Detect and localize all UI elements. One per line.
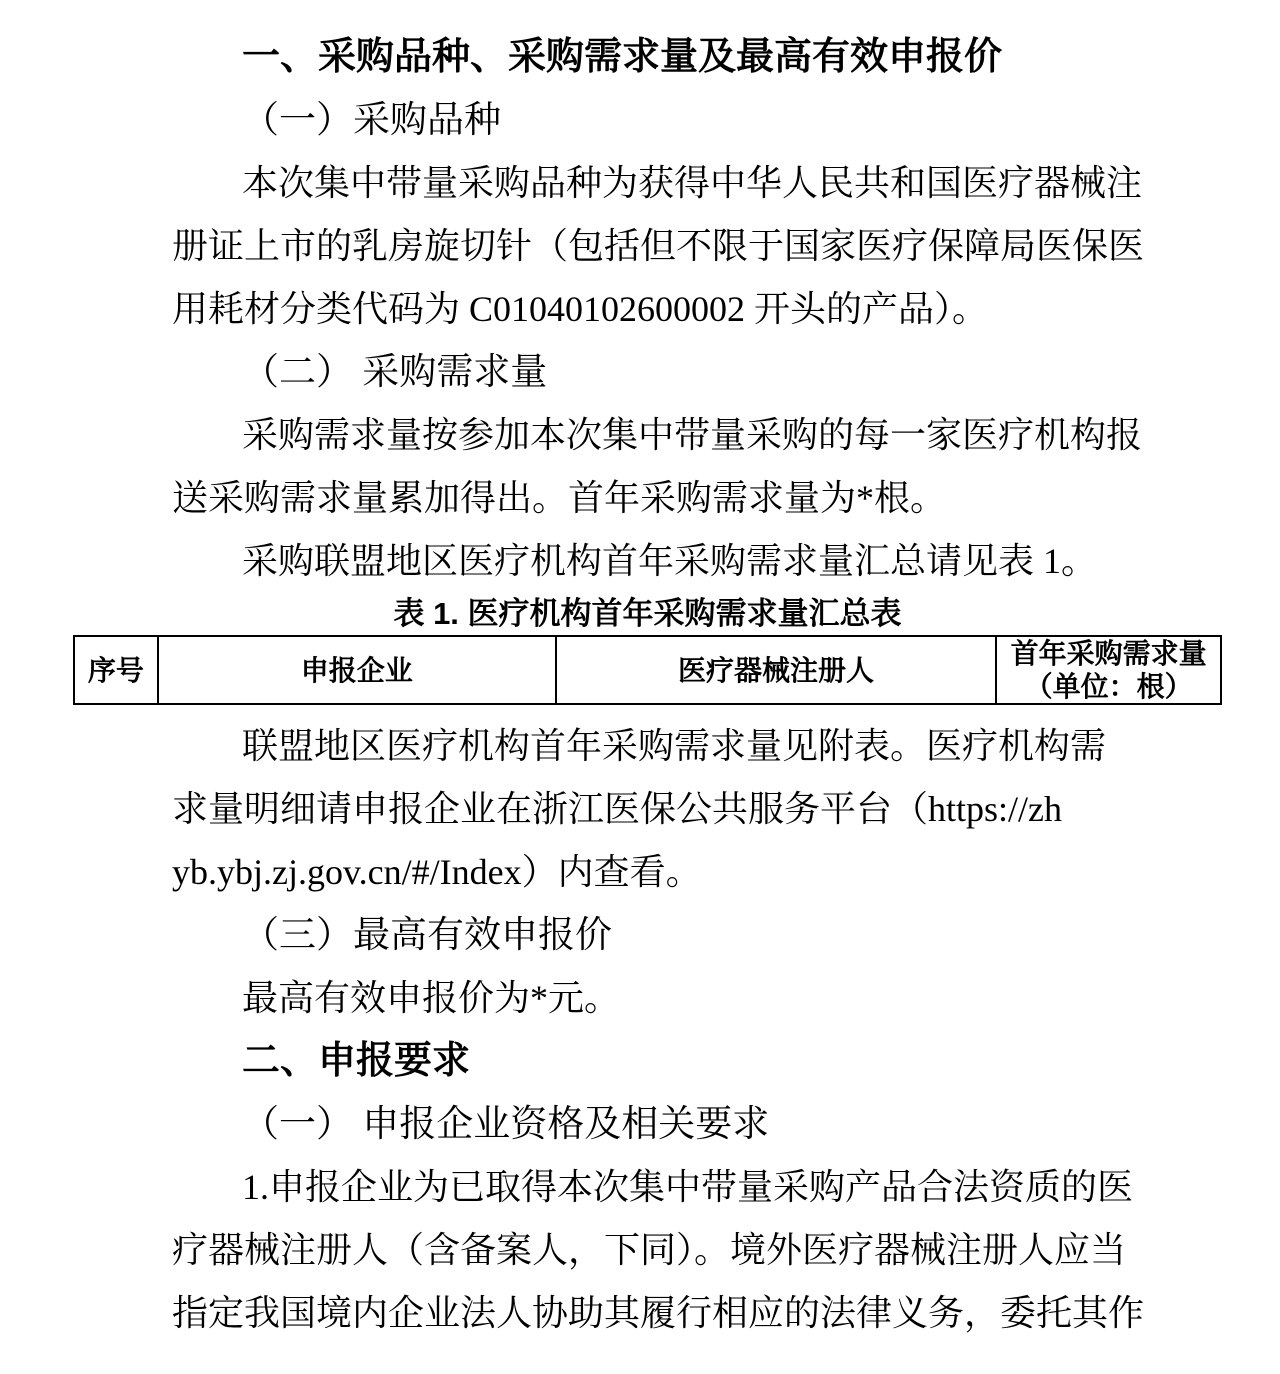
paragraph-table-reference xyxy=(0,530,1280,593)
para-line: 送采购需求量累加得出。首年采购需求量为*根。 xyxy=(172,478,947,518)
header-declaring-enterprise: 申报企业 xyxy=(158,636,556,704)
para-line: 用耗材分类代码为 C01040102600002 开头的产品）。 xyxy=(172,289,989,329)
section-1-3-heading: （三）最高有效申报价 xyxy=(242,915,612,956)
para-line: 最高有效申报价为*元。 xyxy=(242,978,621,1018)
demand-summary-table xyxy=(73,635,1222,705)
para-line: 本次集中带量采购品种为获得中华人民共和国医疗器械注 xyxy=(242,163,1143,203)
header-device-registrant: 医疗器械注册人 xyxy=(556,636,996,704)
header-first-year-demand-line1: 首年采购需求量 xyxy=(1010,638,1207,669)
paragraph-platform-lookup xyxy=(0,715,1280,904)
section-2-1-heading: （一） 申报企业资格及相关要求 xyxy=(242,1104,770,1145)
section-1-1-heading: （一）采购品种 xyxy=(242,100,501,141)
para-line: 采购需求量按参加本次集中带量采购的每一家医疗机构报 xyxy=(242,415,1143,455)
para-line: 册证上市的乳房旋切针（包括但不限于国家医疗保障局医保医 xyxy=(172,226,1145,266)
para-line: 指定我国境内企业法人协助其履行相应的法律义务，委托其作 xyxy=(172,1293,1145,1333)
section-1-2-heading: （二） 采购需求量 xyxy=(242,352,548,393)
section-1-heading: 一、采购品种、采购需求量及最高有效申报价 xyxy=(242,36,1003,78)
table-header-row xyxy=(74,636,1221,704)
paragraph-demand-quantity xyxy=(0,404,1280,530)
paragraph-enterprise-qualification xyxy=(0,1156,1280,1345)
header-first-year-demand-line2: （单位：根） xyxy=(1024,671,1193,702)
para-line: 求量明细请申报企业在浙江医保公共服务平台（https://zh xyxy=(172,789,1062,829)
para-line: 采购联盟地区医疗机构首年采购需求量汇总请见表 1。 xyxy=(242,541,1098,581)
section-2-heading: 二、申报要求 xyxy=(242,1040,471,1082)
paragraph-max-valid-price xyxy=(0,967,1280,1030)
header-seq-no: 序号 xyxy=(74,636,158,704)
para-line: yb.ybj.zj.gov.cn/#/Index）内查看。 xyxy=(172,852,702,892)
table-title: 表 1. 医疗机构首年采购需求量汇总表 xyxy=(393,596,902,631)
header-first-year-demand xyxy=(996,636,1221,704)
paragraph-procurement-variety xyxy=(0,152,1280,341)
para-line: 1.申报企业为已取得本次集中带量采购产品合法资质的医 xyxy=(242,1167,1134,1207)
para-line: 疗器械注册人（含备案人，下同）。境外医疗器械注册人应当 xyxy=(172,1230,1127,1270)
para-line: 联盟地区医疗机构首年采购需求量见附表。医疗机构需 xyxy=(242,726,1107,766)
